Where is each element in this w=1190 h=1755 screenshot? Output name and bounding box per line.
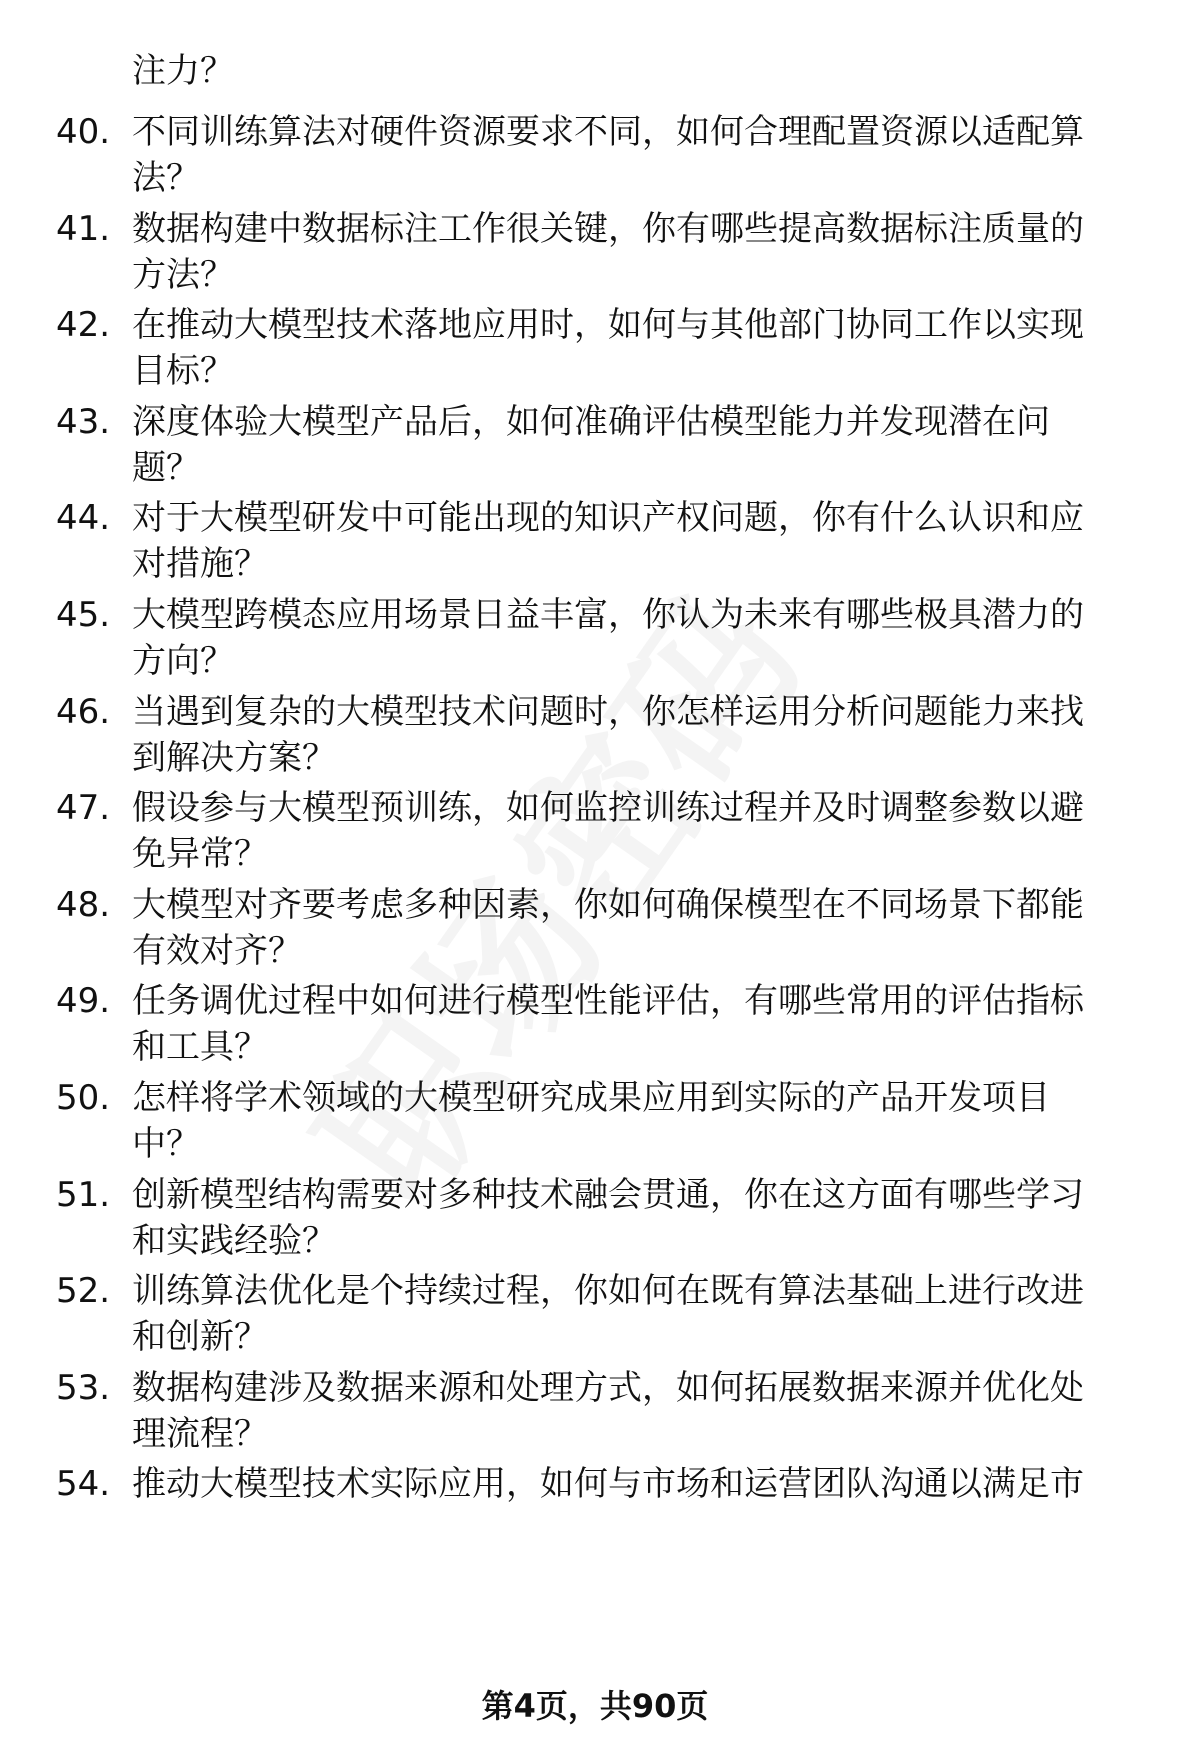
question-number: 40. [56,112,111,152]
question-number: 46. [56,692,111,732]
question-text-line-2: 和创新？ [132,1317,268,1357]
question-text-line-2: 题？ [132,448,200,488]
question-number: 54. [56,1464,111,1504]
question-text-line-2: 中？ [132,1124,200,1164]
question-item [0,1365,1190,1465]
question-number: 41. [56,209,111,249]
question-text-line-1: 当遇到复杂的大模型技术问题时，你怎样运用分析问题能力来找 [132,692,1084,732]
question-item [0,978,1190,1078]
question-text-line-1: 深度体验大模型产品后，如何准确评估模型能力并发现潜在问 [132,402,1050,442]
question-text-line-1: 假设参与大模型预训练，如何监控训练过程并及时调整参数以避 [132,788,1084,828]
question-item [0,592,1190,692]
question-text-line-2: 和工具？ [132,1027,268,1067]
question-number: 47. [56,788,111,828]
question-text-line-1: 数据构建涉及数据来源和处理方式，如何拓展数据来源并优化处 [132,1368,1084,1408]
question-item [0,785,1190,885]
question-text-line-2: 理流程？ [132,1414,268,1454]
question-number: 45. [56,595,111,635]
question-item [0,495,1190,595]
question-number: 51. [56,1175,111,1215]
question-text-line-1: 怎样将学术领域的大模型研究成果应用到实际的产品开发项目 [132,1078,1050,1118]
question-text-line-2: 和实践经验？ [132,1221,336,1261]
question-text-line-1: 不同训练算法对硬件资源要求不同，如何合理配置资源以适配算 [132,112,1084,152]
question-item [0,882,1190,982]
question-item [0,1075,1190,1175]
question-text-line-1: 大模型跨模态应用场景日益丰富，你认为未来有哪些极具潜力的 [132,595,1084,635]
question-number: 44. [56,498,111,538]
question-number: 50. [56,1078,111,1118]
question-item [0,1172,1190,1272]
question-text-line-2: 方法？ [132,255,234,295]
question-item [0,689,1190,789]
question-item [0,399,1190,499]
continuation-text: 注力？ [132,51,234,91]
question-number: 53. [56,1368,111,1408]
question-text-line-1: 数据构建中数据标注工作很关键，你有哪些提高数据标注质量的 [132,209,1084,249]
question-item [0,1268,1190,1368]
question-text-line-2: 对措施？ [132,544,268,584]
question-item [0,302,1190,402]
question-item [0,109,1190,209]
page-footer: 第4页，共90页 [481,1687,709,1725]
question-number: 52. [56,1271,111,1311]
question-text-line-1: 大模型对齐要考虑多种因素，你如何确保模型在不同场景下都能 [132,885,1084,925]
question-text-line-1: 在推动大模型技术落地应用时，如何与其他部门协同工作以实现 [132,305,1084,345]
question-number: 43. [56,402,111,442]
question-text-line-1: 训练算法优化是个持续过程，你如何在既有算法基础上进行改进 [132,1271,1084,1311]
question-text-line-1: 创新模型结构需要对多种技术融会贯通，你在这方面有哪些学习 [132,1175,1084,1215]
question-text-line-2: 免异常？ [132,834,268,874]
question-number: 49. [56,981,111,1021]
question-text-line-2: 有效对齐？ [132,931,302,971]
question-item [0,1461,1190,1561]
question-text-line-1: 对于大模型研发中可能出现的知识产权问题，你有什么认识和应 [132,498,1084,538]
question-text-line-1: 任务调优过程中如何进行模型性能评估，有哪些常用的评估指标 [132,981,1084,1021]
question-text-line-2: 到解决方案？ [132,738,336,778]
question-text-line-2: 目标？ [132,351,234,391]
question-text-line-2: 方向？ [132,641,234,681]
question-item [0,206,1190,306]
question-number: 42. [56,305,111,345]
question-number: 48. [56,885,111,925]
question-text-line-2: 法？ [132,158,200,198]
question-text-line-1: 推动大模型技术实际应用，如何与市场和运营团队沟通以满足市 [132,1464,1084,1504]
